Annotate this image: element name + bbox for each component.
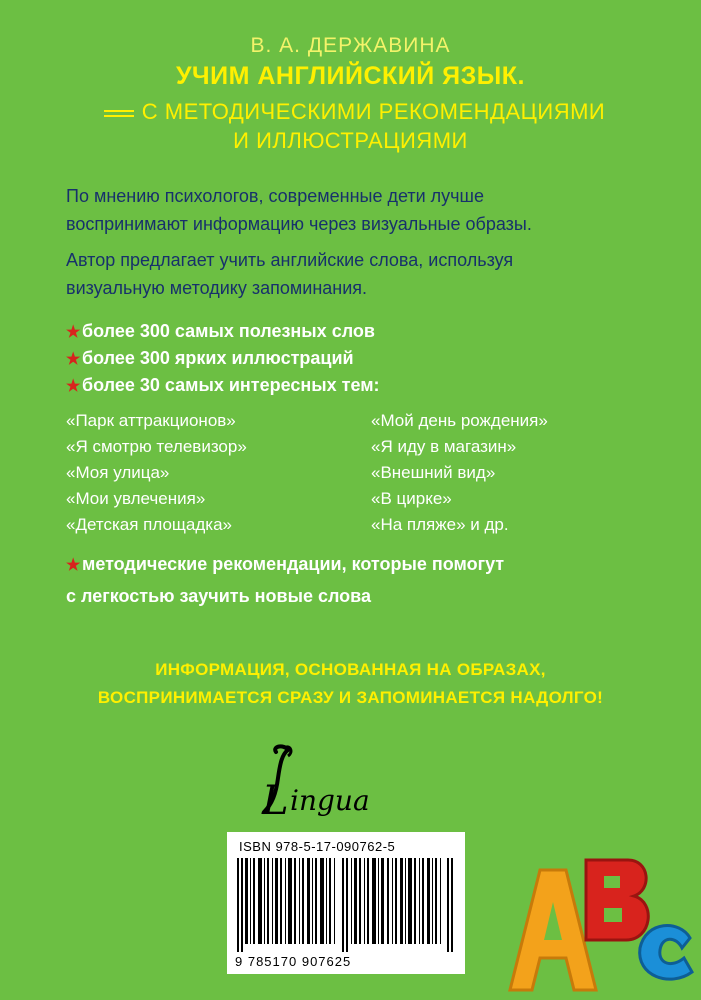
- topics-left-column: [66, 408, 247, 538]
- method-note: [66, 549, 626, 611]
- barcode-bars: [237, 858, 455, 952]
- method-text-1: методические рекомендации, которые помогут: [82, 554, 505, 574]
- lingua-logo: [254, 744, 454, 824]
- topics-right-column: [371, 408, 548, 538]
- barcode: [227, 832, 465, 974]
- slogan-line-2: ВОСПРИНИМАЕТСЯ СРАЗУ И ЗАПОМИНАЕТСЯ НАДОЛГО!: [97, 688, 604, 707]
- book-title: УЧИМ АНГЛИЙСКИЙ ЯЗЫК.: [175, 62, 525, 90]
- paragraph-2: [66, 246, 636, 302]
- feature-text: более 30 самых интересных тем:: [82, 375, 380, 395]
- svg-text:L: L: [262, 778, 289, 824]
- letter-b-icon: [586, 860, 648, 940]
- topic-item: «Мой день рождения»: [371, 411, 548, 430]
- subtitle-line-2: И ИЛЛЮСТРАЦИЯМИ: [233, 128, 468, 153]
- subtitle-line-1: [0, 99, 701, 125]
- method-line-1: [66, 549, 626, 581]
- paragraph-1-line-1: По мнению психологов, современные дети лучше: [66, 186, 485, 206]
- letter-a-icon: [510, 870, 596, 990]
- feature-text: более 300 самых полезных слов: [82, 321, 375, 341]
- dash-decoration: [104, 110, 134, 117]
- topic-item: «В цирке»: [371, 489, 452, 508]
- topic-item: «Моя улица»: [66, 463, 170, 482]
- paragraph-2-line-1: Автор предлагает учить английские слова, используя: [66, 250, 514, 270]
- star-icon: ★: [66, 378, 81, 395]
- isbn-label: ISBN 978-5-17-090762-5: [239, 839, 396, 854]
- topic-item: «Детская площадка»: [66, 515, 232, 534]
- topic-item: «Я смотрю телевизор»: [66, 437, 247, 456]
- method-line-2: с легкостью заучить новые слова: [66, 586, 371, 606]
- topic-item: «На пляже» и др.: [371, 515, 509, 534]
- star-icon: ★: [66, 324, 81, 341]
- barcode-digits: 9 785170 907625: [235, 954, 352, 969]
- topic-item: «Мои увлечения»: [66, 489, 206, 508]
- paragraph-1-line-2: воспринимают информацию через визуальные образы.: [66, 214, 532, 234]
- subtitle-text-1: С МЕТОДИЧЕСКИМИ РЕКОМЕНДАЦИЯМИ: [141, 99, 606, 124]
- abc-letters-image: [500, 840, 700, 1000]
- topic-item: «Парк аттракционов»: [66, 411, 236, 430]
- feature-list: [66, 318, 380, 399]
- feature-text: более 300 ярких иллюстраций: [82, 348, 354, 368]
- letter-c-icon: [640, 926, 692, 980]
- topic-item: «Внешний вид»: [371, 463, 496, 482]
- feature-item: [66, 372, 380, 399]
- slogan-line-1: ИНФОРМАЦИЯ, ОСНОВАННАЯ НА ОБРАЗАХ,: [155, 660, 546, 679]
- topic-item: «Я иду в магазин»: [371, 437, 517, 456]
- feature-item: [66, 318, 380, 345]
- feature-item: [66, 345, 380, 372]
- paragraph-1: [66, 182, 636, 238]
- author-name: В. А. ДЕРЖАВИНА: [250, 34, 451, 57]
- star-icon: ★: [66, 351, 81, 368]
- logo-text: ingua: [290, 784, 370, 817]
- star-icon: ★: [66, 557, 81, 574]
- paragraph-2-line-2: визуальную методику запоминания.: [66, 278, 368, 298]
